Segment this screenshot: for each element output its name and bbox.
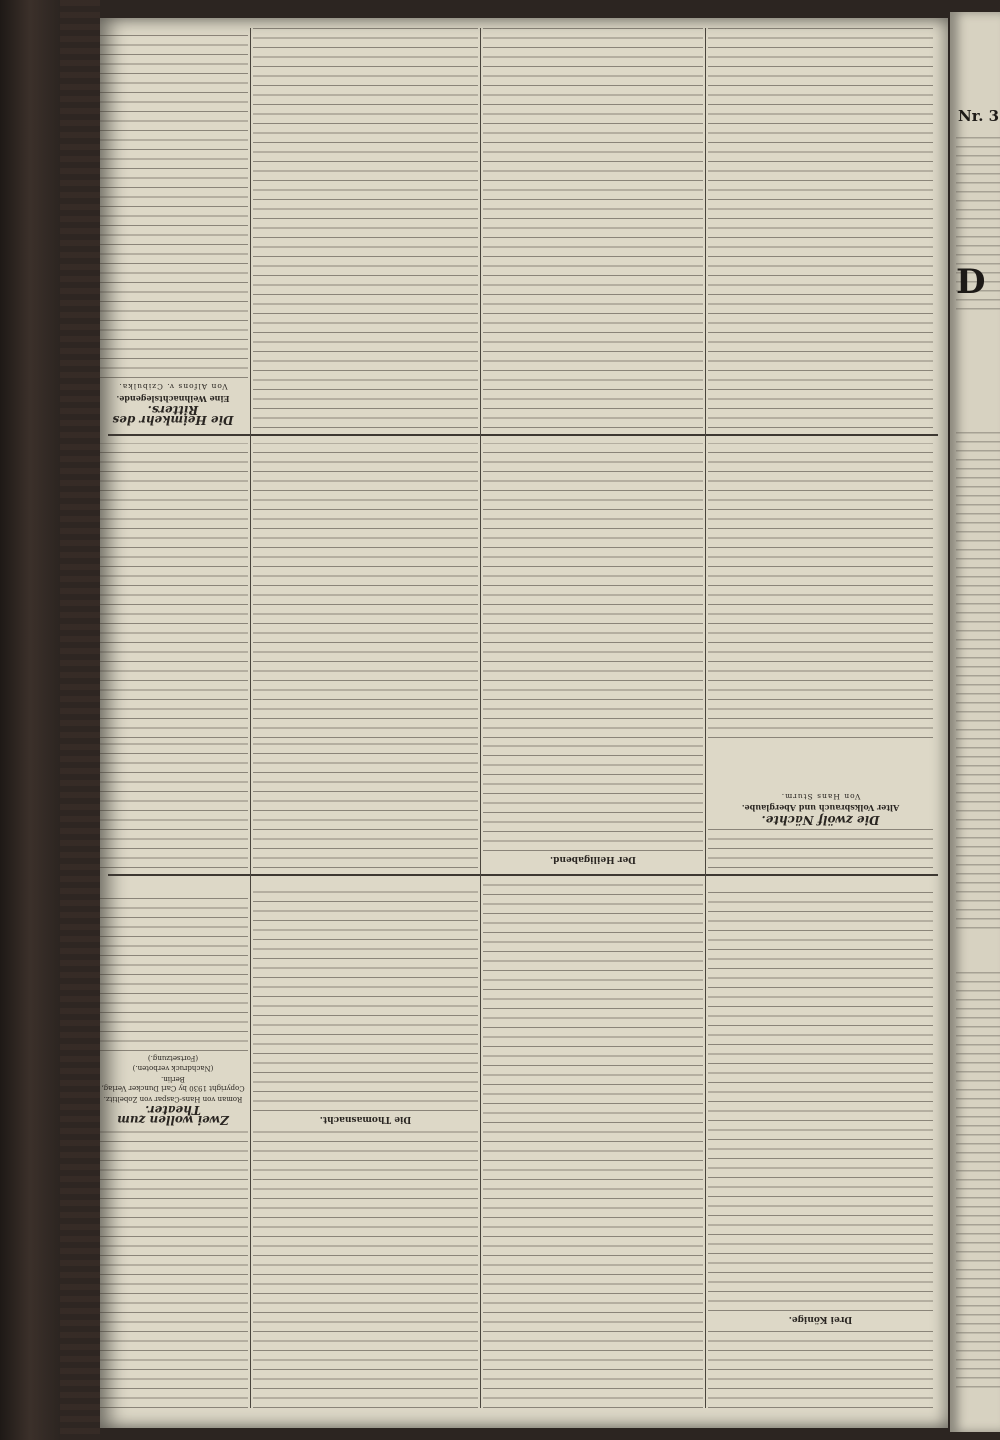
horizontal-rule xyxy=(108,434,938,436)
rotated-content xyxy=(100,18,948,1428)
text-lines xyxy=(708,28,933,428)
theater-note-nachdruck: (Nachdruck verboten.) xyxy=(132,1064,214,1073)
theater-note-fortsetzung: (Fortsetzung.) xyxy=(147,1054,199,1062)
text-lines xyxy=(483,743,703,852)
thomasnacht-heading: Die Thomasnacht. xyxy=(319,1114,412,1124)
naechte-subtitle: Alter Volksbrauch und Aberglaube. xyxy=(741,803,900,814)
heimkehr-subtitle: Eine Weihnachtslegende. xyxy=(116,394,230,404)
text-lines xyxy=(253,743,478,868)
theater-column xyxy=(253,883,478,1408)
text-column xyxy=(100,443,248,738)
theater-article xyxy=(100,883,248,1408)
column-rule xyxy=(250,28,251,1408)
text-lines xyxy=(253,892,478,1112)
text-lines xyxy=(483,28,703,428)
dreikoenige-heading: Drei Könige. xyxy=(788,1314,853,1324)
text-column xyxy=(708,28,933,428)
dreikoenige-column xyxy=(708,883,933,1408)
heimkehr-author: Von Alfons v. Czibulka. xyxy=(118,382,228,392)
text-column xyxy=(100,743,248,868)
text-column xyxy=(483,743,703,868)
text-lines xyxy=(253,1128,478,1408)
adjacent-text-lines xyxy=(956,432,1000,932)
text-lines xyxy=(100,892,248,1052)
theater-copyright: Copyright 1930 by Carl Duncker Verlag, Berlin. xyxy=(101,1075,245,1093)
text-lines xyxy=(100,28,248,378)
heimkehr-column xyxy=(100,28,248,428)
heiligabend-heading: Der Heiligabend. xyxy=(550,854,637,864)
text-lines xyxy=(708,892,933,1312)
naechte-author: Von Hans Sturm. xyxy=(780,792,861,801)
text-lines xyxy=(100,443,248,738)
heimkehr-title: Die Heimkehr des Ritters. xyxy=(112,403,234,427)
text-lines xyxy=(708,1328,933,1408)
text-lines xyxy=(708,828,933,868)
text-lines xyxy=(253,28,478,428)
theater-byline: Roman von Hans-Caspar von Zobeltitz. xyxy=(103,1095,243,1103)
text-column xyxy=(253,28,478,428)
horizontal-rule xyxy=(108,874,938,876)
newspaper-page xyxy=(100,18,948,1428)
adjacent-initial: D xyxy=(956,262,986,302)
text-column xyxy=(253,743,478,868)
naechte-column xyxy=(708,743,933,868)
adjacent-page-edge xyxy=(950,12,1000,1432)
naechte-title: Die zwölf Nächte. xyxy=(761,813,880,827)
text-column xyxy=(708,443,933,738)
text-column xyxy=(483,28,703,428)
theater-title: Zwei wollen zum Theater. xyxy=(117,1103,229,1127)
text-column xyxy=(483,883,703,1408)
text-column xyxy=(253,443,478,738)
column-rule xyxy=(480,28,481,1408)
adjacent-masthead: Nr. 3 xyxy=(958,107,1000,125)
text-lines xyxy=(708,443,933,738)
book-binding xyxy=(60,0,100,1440)
text-lines xyxy=(100,743,248,868)
text-lines xyxy=(100,1128,248,1408)
text-lines xyxy=(253,443,478,738)
text-lines xyxy=(483,883,703,1408)
column-rule xyxy=(705,28,706,1408)
text-column xyxy=(483,443,703,738)
adjacent-text-lines xyxy=(956,972,1000,1392)
text-lines xyxy=(483,443,703,738)
